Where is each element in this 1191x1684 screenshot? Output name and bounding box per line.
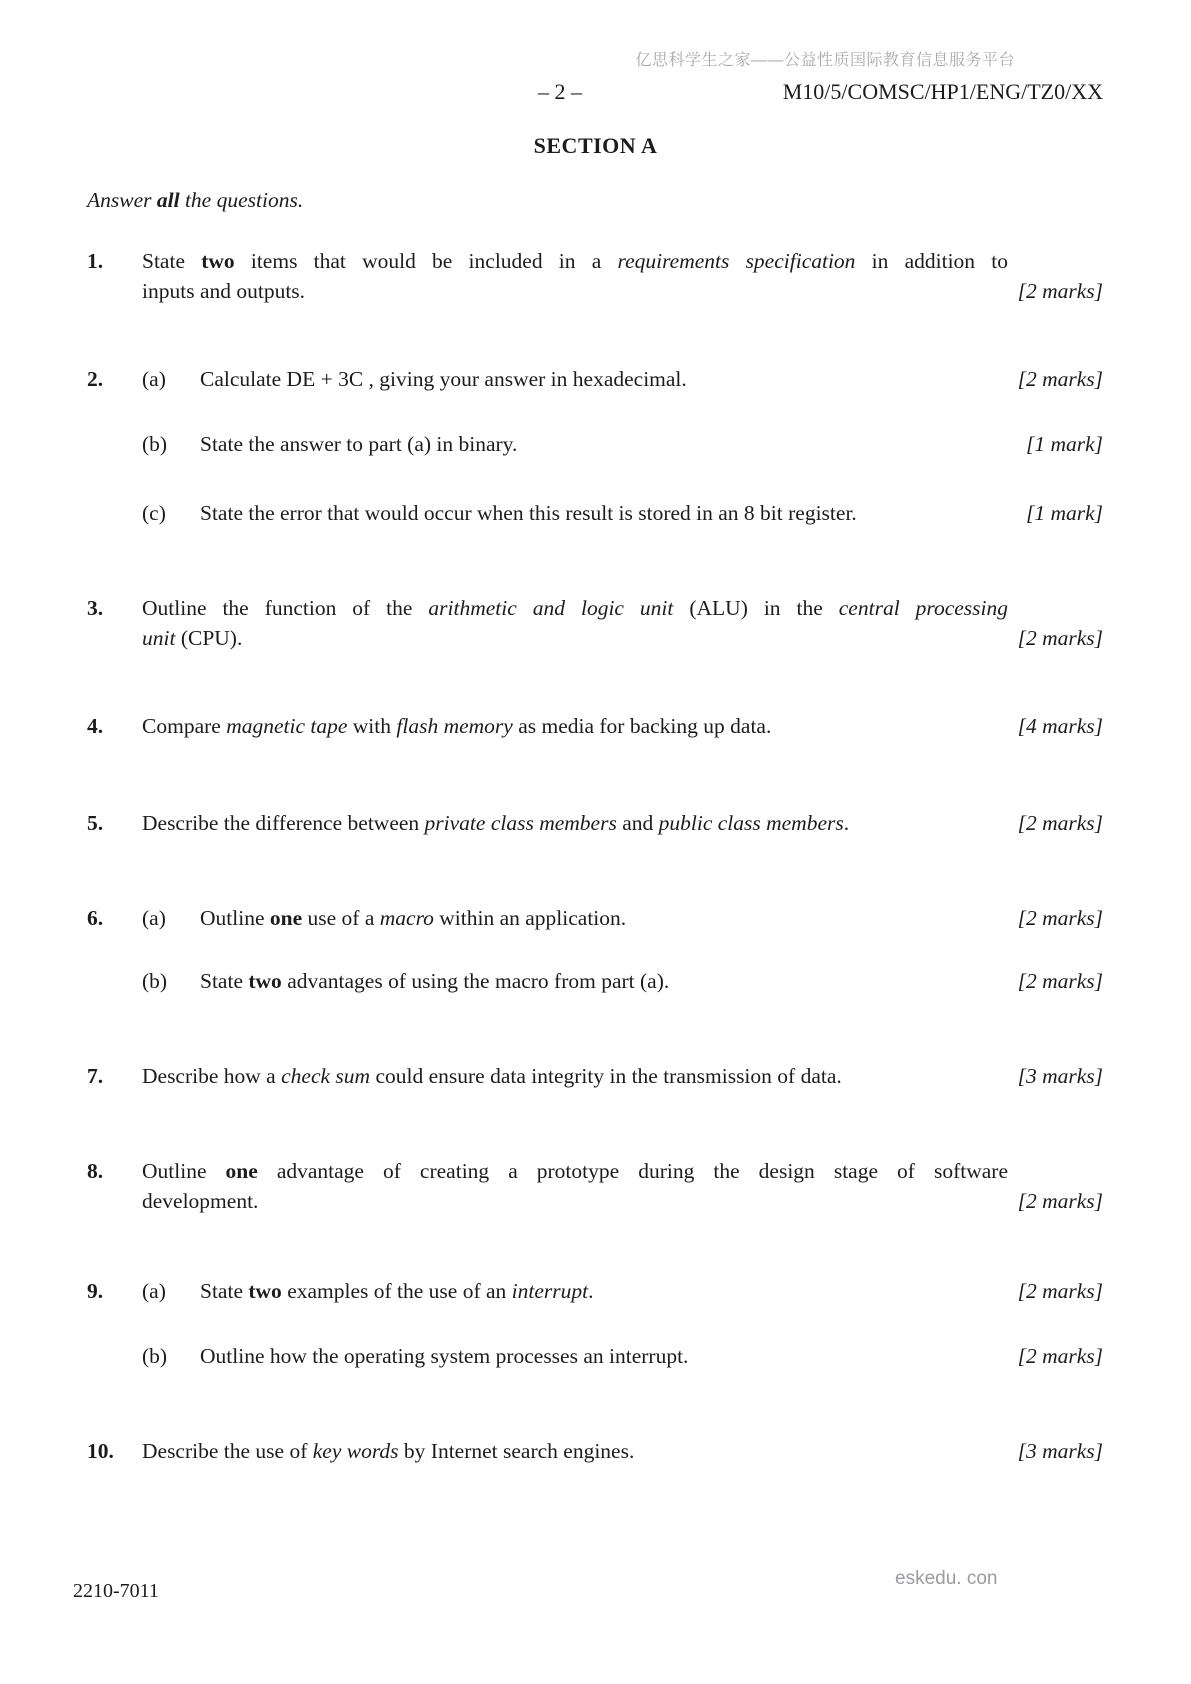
marks-label: [2 marks] <box>1017 969 1103 993</box>
text-run: inputs and outputs. <box>142 279 306 303</box>
part-letter: (b) <box>142 432 168 456</box>
marks-label: [2 marks] <box>1017 1189 1103 1213</box>
question-number: 8. <box>87 1159 104 1183</box>
marks-label: [2 marks] <box>1017 367 1103 391</box>
question-text-line <box>142 593 1008 623</box>
text-run: private class members <box>424 811 617 835</box>
text-run: all <box>156 188 180 212</box>
text-run: interrupt <box>511 1279 589 1303</box>
question-number: 10. <box>87 1439 114 1463</box>
part-letter: (c) <box>142 501 166 525</box>
paper-code: M10/5/COMSC/HP1/ENG/TZ0/XX <box>782 79 1103 104</box>
question-row-2c <box>87 498 1103 528</box>
text-run: within an application. <box>433 906 627 930</box>
question-text-line <box>200 364 1008 394</box>
marks-label: [2 marks] <box>1017 906 1103 930</box>
question-text <box>142 1061 1008 1091</box>
answer-instruction <box>87 187 303 213</box>
text-run: one <box>269 906 303 930</box>
part-letter: (b) <box>142 1344 168 1368</box>
question-text-line <box>142 246 1008 276</box>
question-text <box>200 903 1008 933</box>
text-run: Compare <box>142 714 227 738</box>
question-number: 4. <box>87 714 104 738</box>
question-text <box>200 364 1008 394</box>
footer-watermark: eskedu. con <box>895 1568 998 1589</box>
text-run: two <box>248 969 282 993</box>
text-run: public class members <box>658 811 844 835</box>
question-row-9a <box>87 1276 1103 1306</box>
question-text <box>200 498 1008 528</box>
text-run: check sum <box>281 1064 371 1088</box>
text-run: the questions. <box>179 188 304 212</box>
marks-label: [1 mark] <box>1025 432 1103 456</box>
question-text <box>142 1156 1008 1216</box>
text-run: Calculate DE + 3C , giving your answer in hexadecimal. <box>200 367 687 391</box>
question-text-line <box>142 276 1008 306</box>
text-run: Outline <box>200 906 270 930</box>
text-run: . <box>843 811 850 835</box>
text-run: flash memory <box>396 714 513 738</box>
section-title: SECTION A <box>533 133 658 158</box>
question-row-2a <box>87 364 1103 394</box>
question-row-4 <box>87 711 1103 741</box>
marks-label: [4 marks] <box>1017 714 1103 738</box>
marks-label: [2 marks] <box>1017 1279 1103 1303</box>
question-text-line <box>142 1436 1008 1466</box>
text-run: two <box>201 249 235 273</box>
question-number: 5. <box>87 811 104 835</box>
question-row-6b <box>87 966 1103 996</box>
question-text <box>200 1276 1008 1306</box>
question-row-3 <box>87 593 1103 653</box>
text-run: Outline how the operating system processes an interrupt. <box>200 1344 689 1368</box>
question-number: 6. <box>87 906 104 930</box>
part-letter: (a) <box>142 367 166 391</box>
text-run: Answer <box>87 188 157 212</box>
marks-label: [2 marks] <box>1017 626 1103 650</box>
marks-label: [2 marks] <box>1017 1344 1103 1368</box>
marks-label: [3 marks] <box>1017 1064 1103 1088</box>
question-text-line <box>142 1061 1008 1091</box>
text-run: and <box>616 811 659 835</box>
text-run: key words <box>312 1439 399 1463</box>
text-run: magnetic tape <box>226 714 348 738</box>
text-run: examples of the use of an <box>281 1279 512 1303</box>
marks-label: [1 mark] <box>1025 501 1103 525</box>
question-number: 7. <box>87 1064 104 1088</box>
question-text <box>200 966 1008 996</box>
text-run: State the answer to part (a) in binary. <box>200 432 518 456</box>
text-run: Describe the difference between <box>142 811 425 835</box>
part-letter: (a) <box>142 906 166 930</box>
footer-exam-code: 2210-7011 <box>73 1580 159 1602</box>
text-run: advantage of creating a prototype during the design stage of software <box>257 1159 1008 1183</box>
text-run: advantages of using the macro from part (a). <box>281 969 670 993</box>
question-number: 9. <box>87 1279 104 1303</box>
text-run: development. <box>142 1189 259 1213</box>
text-run: macro <box>379 906 434 930</box>
marks-label: [2 marks] <box>1017 279 1103 303</box>
question-row-2b <box>87 429 1103 459</box>
question-text-line <box>200 966 1008 996</box>
header-watermark-text: 亿思科学生之家——公益性质国际教育信息服务平台 <box>635 52 1015 69</box>
text-run: central processing <box>838 596 1008 620</box>
text-run: Describe how a <box>142 1064 282 1088</box>
question-text-line <box>200 1276 1008 1306</box>
question-text-line <box>142 1156 1008 1186</box>
text-run: in addition to <box>855 249 1008 273</box>
question-text <box>142 808 1008 838</box>
text-run: . <box>588 1279 594 1303</box>
text-run: one <box>225 1159 258 1183</box>
marks-label: [2 marks] <box>1017 811 1103 835</box>
question-text-line <box>200 903 1008 933</box>
question-row-10 <box>87 1436 1103 1466</box>
text-run: State the error that would occur when this result is stored in an 8 bit register. <box>200 501 857 525</box>
question-row-6a <box>87 903 1103 933</box>
text-run: Outline <box>142 1159 226 1183</box>
text-run: by Internet search engines. <box>398 1439 635 1463</box>
question-text <box>142 711 1008 741</box>
text-run: Describe the use of <box>142 1439 313 1463</box>
question-text-line <box>200 498 1008 528</box>
text-run: (ALU) in the <box>673 596 839 620</box>
text-run: arithmetic and logic unit <box>428 596 674 620</box>
text-run: use of a <box>302 906 380 930</box>
question-text <box>200 429 1008 459</box>
questions-list <box>87 246 1103 1466</box>
question-text-line <box>200 1341 1008 1371</box>
question-number: 3. <box>87 596 104 620</box>
question-row-7 <box>87 1061 1103 1091</box>
question-text-line <box>142 1186 1008 1216</box>
question-text <box>142 593 1008 653</box>
part-letter: (b) <box>142 969 168 993</box>
question-number: 1. <box>87 249 104 273</box>
text-run: State <box>200 1279 249 1303</box>
question-text <box>142 246 1008 306</box>
text-run: with <box>347 714 397 738</box>
question-text-line <box>142 623 1008 653</box>
text-run: requirements specification <box>617 249 856 273</box>
text-run: (CPU). <box>175 626 243 650</box>
page-number: – 2 – <box>538 79 582 104</box>
text-run: could ensure data integrity in the transmission of data. <box>370 1064 842 1088</box>
question-text-line <box>200 429 1008 459</box>
text-run: as media for backing up data. <box>512 714 772 738</box>
text-run: items that would be included in a <box>234 249 618 273</box>
question-row-8 <box>87 1156 1103 1216</box>
text-run: unit <box>142 626 176 650</box>
question-row-5 <box>87 808 1103 838</box>
question-text <box>200 1341 1008 1371</box>
question-row-1 <box>87 246 1103 306</box>
question-text <box>142 1436 1008 1466</box>
text-run: State <box>142 249 202 273</box>
text-run: State <box>200 969 249 993</box>
question-text-line <box>142 808 1008 838</box>
question-text-line <box>142 711 1008 741</box>
part-letter: (a) <box>142 1279 166 1303</box>
question-row-9b <box>87 1341 1103 1371</box>
text-run: Outline the function of the <box>142 596 429 620</box>
text-run: two <box>248 1279 282 1303</box>
marks-label: [3 marks] <box>1017 1439 1103 1463</box>
question-number: 2. <box>87 367 104 391</box>
